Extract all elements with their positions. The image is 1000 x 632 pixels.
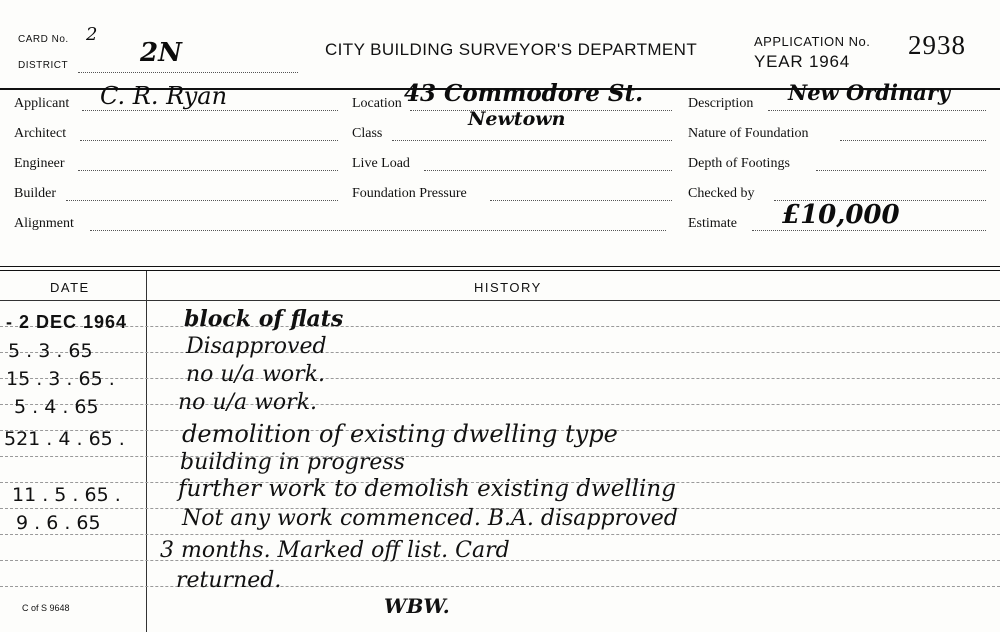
- estimate-dots: [752, 230, 986, 231]
- district-value: 2N: [140, 38, 182, 68]
- location-value-2: Newtown: [468, 108, 566, 130]
- depth-of-footings-label: Depth of Footings: [688, 156, 790, 171]
- applicant-dots: [82, 110, 338, 111]
- estimate-label: Estimate: [688, 216, 737, 231]
- description-dots: [768, 110, 986, 111]
- history-top-rule-2: [0, 270, 1000, 271]
- history-entry: demolition of existing dwelling type: [182, 420, 618, 448]
- department-title: CITY BUILDING SURVEYOR'S DEPARTMENT: [325, 40, 698, 59]
- nature-of-foundation-dots: [840, 140, 986, 141]
- depth-of-footings-dots: [816, 170, 986, 171]
- card-no-value: 2: [86, 24, 98, 45]
- date-cell: 9 . 6 . 65: [16, 512, 101, 534]
- applicant-value: C. R. Ryan: [100, 82, 228, 110]
- date-cell: 521 . 4 . 65 .: [4, 428, 125, 450]
- engineer-label: Engineer: [14, 156, 65, 171]
- year-label: YEAR 1964: [754, 52, 851, 71]
- foundation-pressure-dots: [490, 200, 672, 201]
- architect-dots: [80, 140, 338, 141]
- alignment-dots: [90, 230, 666, 231]
- ruled-line: [0, 456, 1000, 457]
- history-top-rule: [0, 266, 1000, 267]
- class-dots: [392, 140, 672, 141]
- ruled-line: [0, 326, 1000, 327]
- history-entry: block of flats: [184, 306, 344, 332]
- checked-by-label: Checked by: [688, 186, 755, 201]
- applicant-label: Applicant: [14, 96, 70, 111]
- engineer-dots: [78, 170, 338, 171]
- date-column-header: DATE: [50, 280, 90, 295]
- location-label: Location: [352, 96, 402, 111]
- history-entry: returned.: [176, 568, 282, 593]
- foundation-pressure-label: Foundation Pressure: [352, 186, 467, 201]
- class-label: Class: [352, 126, 383, 141]
- form-number: C of S 9648: [22, 603, 70, 613]
- ruled-line: [0, 534, 1000, 535]
- description-label: Description: [688, 96, 754, 111]
- application-no-value: 2938: [908, 30, 966, 60]
- date-cell: 5 . 3 . 65: [8, 340, 93, 362]
- history-entry: further work to demolish existing dwelling: [178, 476, 676, 502]
- location-value: 43 Commodore St.: [404, 80, 644, 107]
- nature-of-foundation-label: Nature of Foundation: [688, 126, 809, 141]
- live-load-dots: [424, 170, 672, 171]
- history-entry: Disapproved: [186, 334, 327, 359]
- district-label: DISTRICT: [18, 60, 69, 71]
- builder-label: Builder: [14, 186, 56, 201]
- district-dots: [78, 72, 298, 73]
- alignment-label: Alignment: [14, 216, 74, 231]
- date-cell: 5 . 4 . 65: [14, 396, 99, 418]
- date-cell: 15 . 3 . 65 .: [6, 368, 115, 390]
- description-value: New Ordinary: [788, 80, 951, 105]
- ruled-line: [0, 352, 1000, 353]
- initials-signature: WBW.: [384, 594, 450, 618]
- architect-label: Architect: [14, 126, 67, 141]
- header-bottom-rule: [0, 300, 1000, 301]
- history-entry: no u/a work.: [186, 362, 326, 387]
- application-no-label: APPLICATION No.: [754, 34, 871, 49]
- estimate-value: £10,000: [782, 200, 900, 230]
- ruled-line: [0, 586, 1000, 587]
- history-entry: Not any work commenced. B.A. disapproved: [182, 506, 678, 531]
- history-entry: building in progress: [180, 450, 405, 475]
- history-entry: no u/a work.: [178, 390, 318, 415]
- card-no-label: CARD No.: [18, 34, 69, 45]
- ruled-line: [0, 378, 1000, 379]
- builder-dots: [66, 200, 338, 201]
- history-column-header: HISTORY: [474, 280, 542, 295]
- live-load-label: Live Load: [352, 156, 410, 171]
- ruled-line: [0, 404, 1000, 405]
- history-entry: 3 months. Marked off list. Card: [160, 538, 510, 563]
- date-cell: 11 . 5 . 65 .: [12, 484, 121, 506]
- date-stamp: - 2 DEC 1964: [6, 312, 128, 332]
